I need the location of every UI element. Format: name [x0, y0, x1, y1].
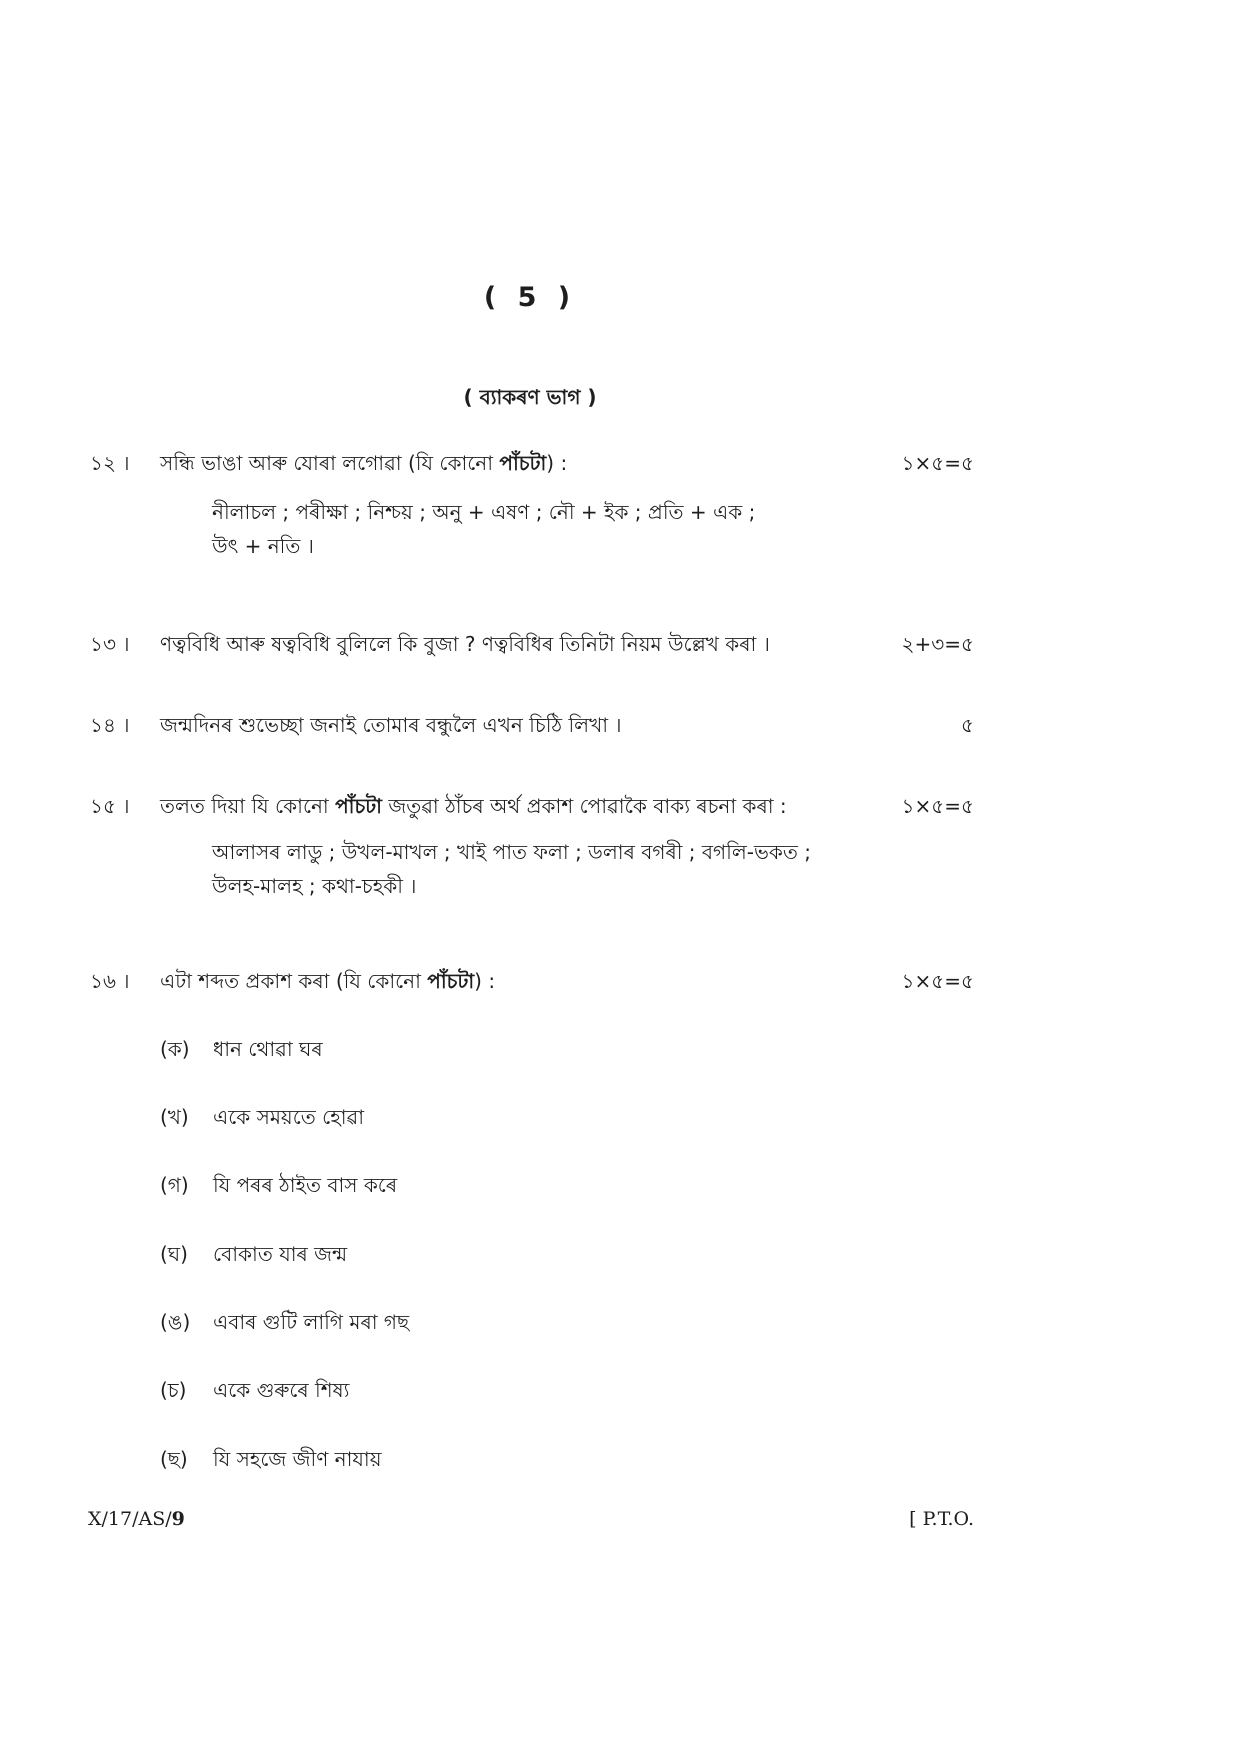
question-marks: ১×৫=৫ [901, 794, 974, 818]
option-kha [160, 1103, 364, 1136]
question-text: জন্মদিনৰ শুভেচ্ছা জনাই তোমাৰ বন্ধুলৈ এখন চিঠি লিখা । [160, 713, 622, 737]
option-text: ধান থোৱা ঘৰ [213, 1037, 323, 1061]
option-ca [160, 1376, 349, 1409]
option-text: একে গুৰুৰে শিষ্য [213, 1378, 350, 1402]
question-marks: ৫ [961, 713, 974, 737]
question-text: এটা শব্দত প্ৰকাশ কৰা (যি কোনো পাঁচটা) : [160, 969, 496, 993]
option-ga [160, 1171, 397, 1204]
option-label: (চ) [160, 1378, 187, 1402]
option-text: বোকাত যাৰ জন্ম [213, 1242, 348, 1266]
option-ka [160, 1035, 323, 1068]
question-line: আলাসৰ লাডু ; উখল-মাখল ; খাই পাত ফলা ; ডলাৰ বগৰী ; বগলি-ভকত ; [212, 840, 811, 864]
option-label: (খ) [160, 1105, 189, 1129]
option-nga [160, 1308, 409, 1341]
option-cha [160, 1445, 382, 1478]
question-line: উৎ + নতি । [212, 534, 314, 558]
question-line: নীলাচল ; পৰীক্ষা ; নিশ্চয় ; অনু + এষণ ; নৌ + ইক ; প্ৰতি + এক ; [212, 500, 756, 524]
option-label: (ঙ) [160, 1310, 191, 1334]
question-line: উলহ-মালহ ; কথা-চহকী । [212, 874, 417, 898]
section-heading: ( ব্যাকৰণ ভাগ ) [463, 385, 597, 409]
option-label: (ঘ) [160, 1242, 188, 1266]
page-number: ( 5 ) [483, 282, 577, 313]
question-number: ১৪ । [90, 713, 130, 737]
option-text: যি পৰৰ ঠাইত বাস কৰে [213, 1173, 398, 1197]
option-label: (ক) [160, 1037, 190, 1061]
option-text: একে সময়তে হোৱা [213, 1105, 365, 1129]
option-text: যি সহজে জীণ নাযায় [213, 1447, 382, 1471]
option-gha [160, 1240, 347, 1273]
question-number: ১২ । [90, 451, 130, 475]
pto-note: [ P.T.O. [909, 1508, 974, 1530]
option-text: এবাৰ গুটি লাগি মৰা গছ [213, 1310, 410, 1334]
option-label: (গ) [160, 1173, 189, 1197]
question-text: ণত্ববিধি আৰু ষত্ববিধি বুলিলে কি বুজা ? ণত্ববিধিৰ তিনিটা নিয়ম উল্লেখ কৰা । [160, 632, 770, 656]
question-marks: ১×৫=৫ [901, 969, 974, 993]
question-number: ১৬ । [90, 969, 130, 993]
question-text: সন্ধি ভাঙা আৰু যোৰা লগোৱা (যি কোনো পাঁচটা) : [160, 451, 568, 475]
option-label: (ছ) [160, 1447, 188, 1471]
question-number: ১৩ । [90, 632, 130, 656]
question-number: ১৫ । [90, 794, 130, 818]
question-text: তলত দিয়া যি কোনো পাঁচটা জতুৱা ঠাঁচৰ অৰ্থ প্ৰকাশ পোৱাকৈ বাক্য ৰচনা কৰা : [160, 794, 787, 818]
paper-code: X/17/AS/9 [88, 1508, 185, 1530]
question-marks: ১×৫=৫ [901, 451, 974, 475]
question-marks: ২+৩=৫ [901, 632, 974, 656]
